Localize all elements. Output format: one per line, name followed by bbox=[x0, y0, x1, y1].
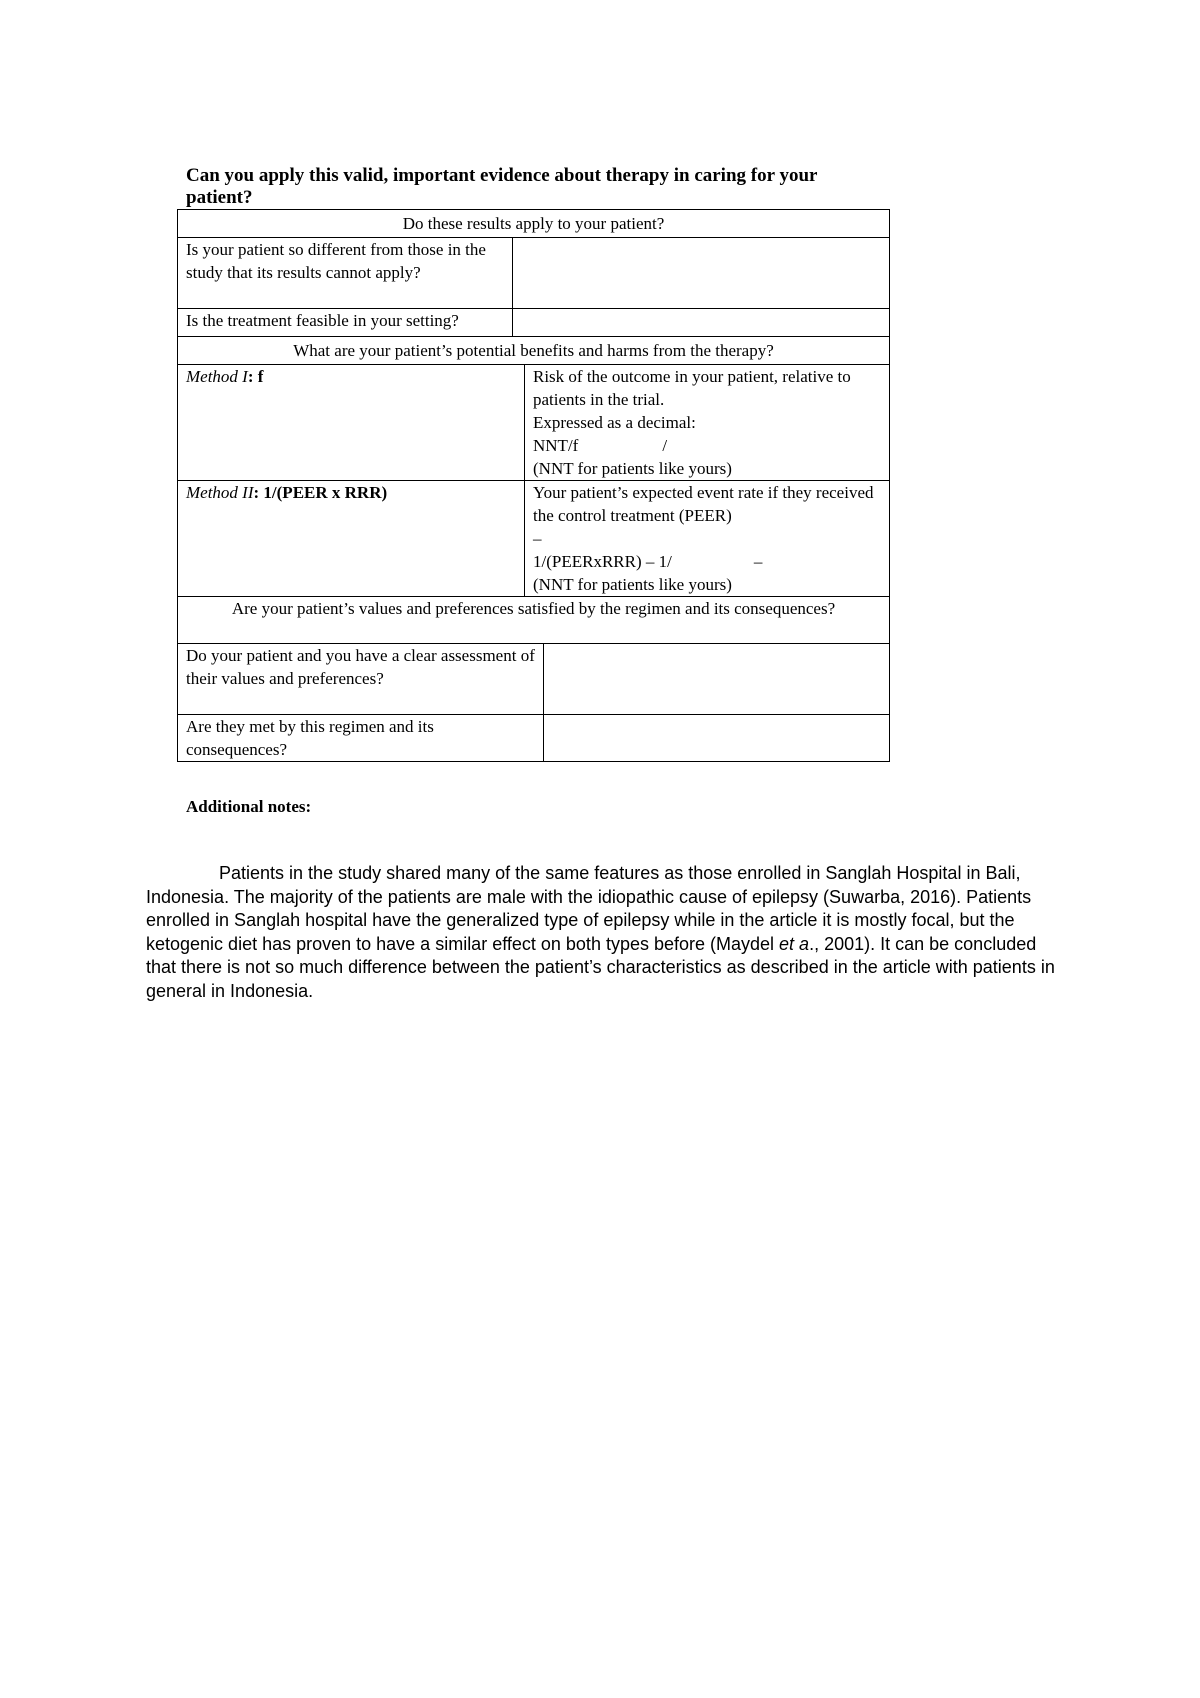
notes-text-part-2: ., 2001). It can be concluded that there is not so much difference between the patient’s characteristics as described in the article with patients in general in Indonesia. bbox=[146, 933, 1055, 1001]
page-heading: Can you apply this valid, important evidence about therapy in caring for your patient? bbox=[186, 165, 818, 208]
question-treatment-feasible: Is the treatment feasible in your setting? bbox=[178, 309, 513, 337]
method-1-desc-line bbox=[533, 434, 881, 457]
method-2-desc-line: (NNT for patients like yours) bbox=[533, 575, 732, 594]
method-1-desc-line: Expressed as a decimal: bbox=[533, 413, 696, 432]
question-different-patient: Is your patient so different from those in the study that its results cannot apply? bbox=[178, 238, 513, 309]
section-header-benefits: What are your patient’s potential benefits and harms from the therapy? bbox=[178, 337, 890, 365]
appraisal-table bbox=[177, 209, 890, 762]
answer-cell-different-patient bbox=[513, 238, 890, 309]
table-row bbox=[178, 644, 890, 715]
method-1-formula: : f bbox=[247, 367, 264, 386]
table-row bbox=[178, 210, 890, 238]
table-row bbox=[178, 337, 890, 365]
method-1-label: Method I bbox=[186, 367, 248, 386]
method-2-cell bbox=[178, 481, 525, 597]
method-2-desc-line: Your patient’s expected event rate if they received the control treatment (PEER) bbox=[533, 483, 874, 525]
answer-cell-met-by-regimen bbox=[544, 715, 890, 762]
table-row bbox=[178, 715, 890, 762]
method-2-desc-line bbox=[533, 550, 881, 573]
method-2-formula-dash: – bbox=[753, 552, 763, 571]
notes-text-italic: et a bbox=[779, 933, 810, 954]
table-row bbox=[178, 597, 890, 644]
answer-cell-treatment-feasible bbox=[513, 309, 890, 337]
method-1-desc-line: (NNT for patients like yours) bbox=[533, 459, 732, 478]
table-row bbox=[178, 309, 890, 337]
method-1-nnt-f: NNT/f bbox=[533, 436, 579, 455]
additional-notes-paragraph bbox=[146, 862, 1066, 1003]
method-2-description bbox=[525, 481, 890, 597]
answer-cell-clear-assessment bbox=[544, 644, 890, 715]
table-row bbox=[178, 481, 890, 597]
method-1-desc-line: Risk of the outcome in your patient, relative to patients in the trial. bbox=[533, 367, 851, 409]
section-header-values: Are your patient’s values and preferences satisfied by the regimen and its consequences? bbox=[178, 597, 890, 644]
table-row bbox=[178, 365, 890, 481]
method-2-label: Method II bbox=[186, 483, 254, 502]
question-clear-assessment: Do your patient and you have a clear assessment of their values and preferences? bbox=[178, 644, 544, 715]
method-1-cell bbox=[178, 365, 525, 481]
method-2-formula-text: 1/(PEERxRRR) – 1/ bbox=[533, 552, 672, 571]
table-row bbox=[178, 238, 890, 309]
question-met-by-regimen: Are they met by this regimen and its consequences? bbox=[178, 715, 544, 762]
method-1-nnt-slash: / bbox=[662, 436, 668, 455]
section-header-apply: Do these results apply to your patient? bbox=[178, 210, 890, 238]
additional-notes-heading: Additional notes: bbox=[186, 797, 312, 816]
method-2-formula: : 1/(PEER x RRR) bbox=[253, 483, 388, 502]
method-2-desc-dash: – bbox=[533, 529, 542, 548]
notes-text-part-1: Patients in the study shared many of the same features as those enrolled in Sanglah Hospital in Bali, Indonesia. The majority of the patients are male with the idiopathic cause of epilepsy (Suwarba, 2016). Patients enrolled in Sanglah hospital have the generalized type of epilepsy while in the article it is mostly focal, but the ketogenic diet has proven to have a similar effect on both types before (Maydel bbox=[146, 863, 1032, 954]
method-1-description bbox=[525, 365, 890, 481]
